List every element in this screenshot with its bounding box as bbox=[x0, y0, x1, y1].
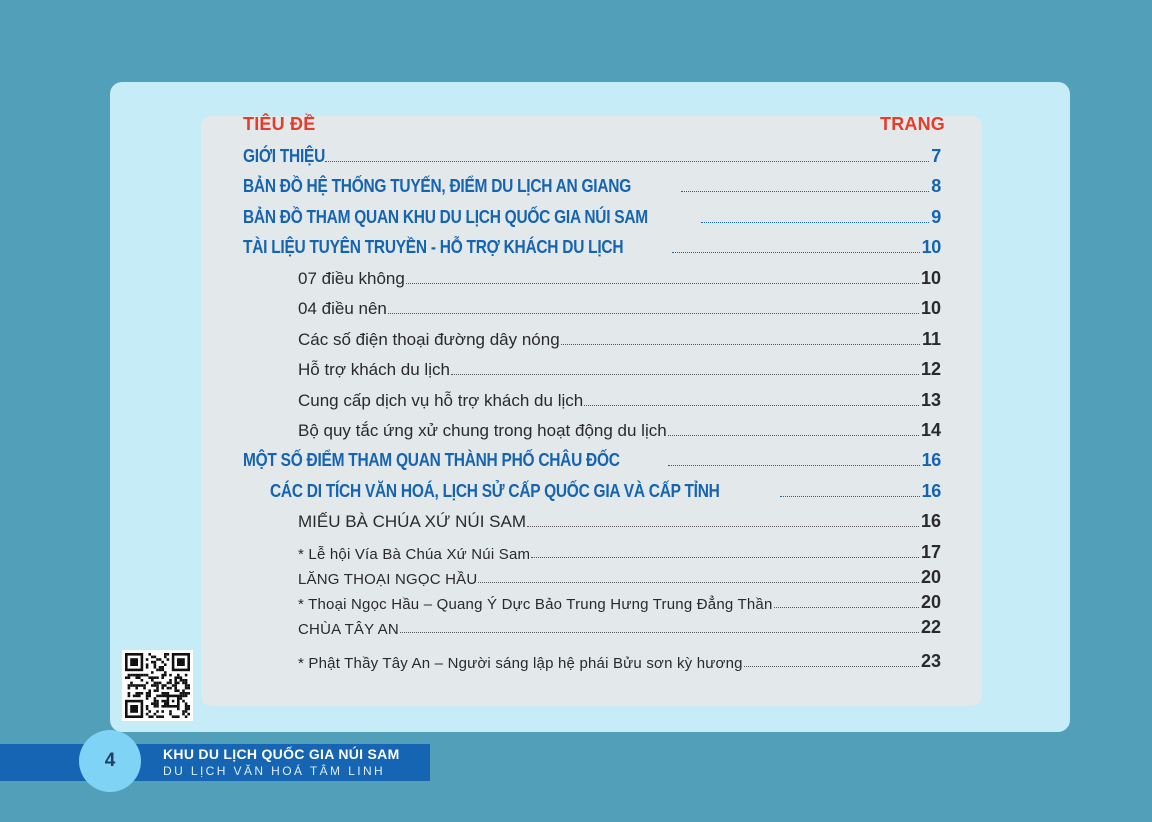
toc-entry-page: 14 bbox=[920, 420, 941, 440]
dot-leader bbox=[527, 525, 919, 527]
toc-entry[interactable] bbox=[298, 614, 941, 638]
toc-entry-title: * Thoại Ngọc Hầu – Quang Ý Dực Bảo Trung Hưng Trung Đẳng Thần bbox=[298, 596, 773, 613]
toc-entry-title: * Lễ hội Vía Bà Chúa Xứ Núi Sam bbox=[298, 546, 531, 563]
toc-entry[interactable] bbox=[298, 564, 941, 588]
dot-leader bbox=[400, 631, 919, 633]
toc-entry-title: Cung cấp dịch vụ hỗ trợ khách du lịch bbox=[298, 391, 584, 410]
toc-entry-title: LĂNG THOẠI NGỌC HẦU bbox=[298, 571, 478, 588]
toc-entry[interactable] bbox=[243, 447, 941, 471]
toc-entry-title: CHÙA TÂY AN bbox=[298, 621, 399, 638]
toc-entry[interactable] bbox=[298, 356, 941, 380]
page-number-badge: 4 bbox=[79, 730, 141, 792]
toc-entry-title: CÁC DI TÍCH VĂN HOÁ, LỊCH SỬ CẤP QUỐC GIA VÀ CẤP TỈNH bbox=[270, 481, 720, 501]
toc-entry[interactable] bbox=[298, 589, 941, 613]
toc-entry[interactable] bbox=[298, 539, 941, 563]
toc-header-page: TRANG bbox=[880, 114, 945, 134]
toc-entry-page: 17 bbox=[920, 542, 941, 562]
toc-entry-page: 20 bbox=[920, 592, 941, 612]
dot-leader bbox=[584, 404, 919, 406]
toc-entry[interactable] bbox=[298, 326, 941, 350]
toc-entry-page: 10 bbox=[920, 268, 941, 288]
toc-entry-title: * Phật Thầy Tây An – Người sáng lập hệ phái Bửu sơn kỳ hương bbox=[298, 655, 743, 672]
toc-entry-page: 9 bbox=[931, 207, 941, 227]
dot-leader bbox=[388, 312, 919, 314]
toc-entry-title: MIẾU BÀ CHÚA XỨ NÚI SAM bbox=[298, 512, 526, 531]
toc-entry-page: 16 bbox=[921, 481, 941, 501]
toc-entry-page: 10 bbox=[920, 298, 941, 318]
toc-entry-title: MỘT SỐ ĐIỂM THAM QUAN THÀNH PHỐ CHÂU ĐỐC bbox=[243, 450, 620, 470]
qr-code[interactable] bbox=[122, 650, 193, 721]
dot-leader bbox=[325, 160, 929, 162]
toc-entry-page: 23 bbox=[920, 651, 941, 671]
dot-leader bbox=[701, 221, 929, 223]
dot-leader bbox=[561, 343, 920, 345]
toc-entry[interactable] bbox=[243, 234, 941, 258]
dot-leader bbox=[774, 606, 919, 608]
toc-entry-page: 11 bbox=[921, 329, 941, 349]
dot-leader bbox=[478, 581, 919, 583]
toc-entry-title: 07 điều không bbox=[298, 269, 405, 288]
footer-subtitle: DU LỊCH VĂN HOÁ TÂM LINH bbox=[163, 764, 386, 778]
toc-entry[interactable] bbox=[243, 143, 941, 167]
dot-leader bbox=[668, 434, 919, 436]
toc-entry-title: BẢN ĐỒ THAM QUAN KHU DU LỊCH QUỐC GIA NÚI SAM bbox=[243, 207, 648, 227]
dot-leader bbox=[780, 495, 919, 497]
dot-leader bbox=[668, 464, 920, 466]
toc-entry-page: 16 bbox=[920, 511, 941, 531]
qr-code-icon bbox=[122, 650, 193, 721]
toc-entry-title: TÀI LIỆU TUYÊN TRUYỀN - HỖ TRỢ KHÁCH DU LỊCH bbox=[243, 237, 624, 257]
toc-entry[interactable] bbox=[270, 478, 941, 502]
toc-entry-page: 8 bbox=[931, 176, 941, 196]
dot-leader bbox=[681, 190, 929, 192]
toc-entry-page: 20 bbox=[920, 567, 941, 587]
toc-entry-title: Hỗ trợ khách du lịch bbox=[298, 360, 450, 379]
toc-entry-title: BẢN ĐỒ HỆ THỐNG TUYẾN, ĐIỂM DU LỊCH AN GIANG bbox=[243, 176, 631, 196]
dot-leader bbox=[531, 556, 919, 558]
toc-entry-title: Các số điện thoại đường dây nóng bbox=[298, 330, 560, 349]
toc-entry-page: 10 bbox=[921, 237, 941, 257]
toc-entry[interactable] bbox=[298, 508, 941, 532]
dot-leader bbox=[406, 282, 919, 284]
toc-entry-page: 13 bbox=[920, 390, 941, 410]
dot-leader bbox=[744, 665, 919, 667]
toc-entry-page: 22 bbox=[920, 617, 941, 637]
toc-entry-page: 7 bbox=[931, 146, 941, 166]
toc-entry[interactable] bbox=[298, 265, 941, 289]
toc-entry[interactable] bbox=[298, 295, 941, 319]
dot-leader bbox=[672, 251, 919, 253]
toc-entry-title: GIỚI THIỆU bbox=[243, 146, 326, 166]
dot-leader bbox=[451, 373, 919, 375]
toc-entry-page: 16 bbox=[921, 450, 941, 470]
toc-entry[interactable] bbox=[243, 204, 941, 228]
toc-entry[interactable] bbox=[298, 387, 941, 411]
toc-entry-page: 12 bbox=[920, 359, 941, 379]
footer-title: KHU DU LỊCH QUỐC GIA NÚI SAM bbox=[163, 746, 400, 762]
toc-entry[interactable] bbox=[298, 417, 941, 441]
toc-entry[interactable] bbox=[298, 648, 941, 672]
toc-entry-title: Bộ quy tắc ứng xử chung trong hoạt động du lịch bbox=[298, 421, 667, 440]
toc-header-title: TIÊU ĐỀ bbox=[243, 114, 316, 134]
toc-entry[interactable] bbox=[243, 173, 941, 197]
toc-entry-title: 04 điều nên bbox=[298, 299, 387, 318]
